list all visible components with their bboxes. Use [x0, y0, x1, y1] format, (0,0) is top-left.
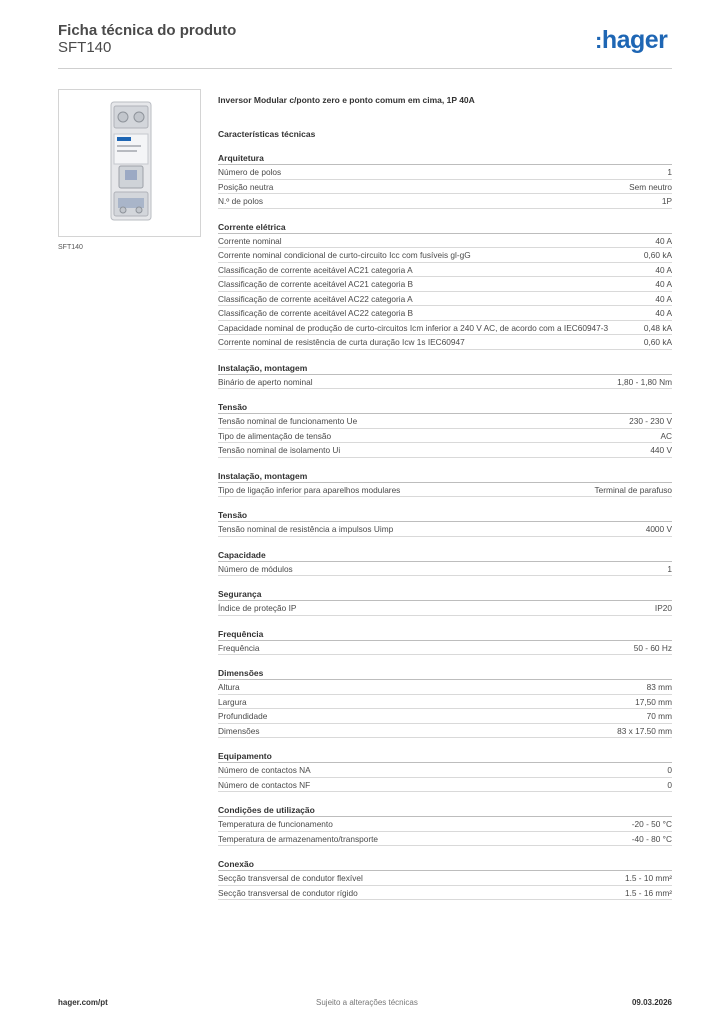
spec-value: 83 mm: [646, 682, 672, 692]
logo-text: hager: [601, 26, 668, 54]
spec-label: Classificação de corrente aceitável AC22 categoria B: [218, 308, 414, 318]
section-title: Instalação, montagem: [218, 469, 672, 483]
spec-value: 40 A: [655, 308, 672, 318]
spec-section: [218, 803, 672, 846]
section-title: Arquitetura: [218, 151, 672, 165]
product-image: [58, 89, 201, 237]
spec-label: Altura: [218, 682, 240, 692]
spec-label: Classificação de corrente aceitável AC21 categoria A: [218, 264, 413, 275]
spec-value: 40 A: [655, 293, 672, 304]
section-title: Conexão: [218, 857, 672, 871]
spec-row: [218, 292, 672, 307]
spec-label: Número de contactos NF: [218, 779, 311, 790]
spec-value: 40 A: [655, 235, 672, 246]
spec-section: [218, 151, 672, 209]
section-title: Instalação, montagem: [218, 361, 672, 375]
section-title: Tensão: [218, 508, 672, 522]
spec-row: [218, 832, 672, 847]
spec-label: N.º de polos: [218, 196, 264, 206]
spec-value: 0: [667, 779, 672, 790]
spec-label: Largura: [218, 696, 247, 707]
spec-row: [218, 277, 672, 292]
spec-value: 0,60 kA: [643, 250, 672, 260]
section-title: Corrente elétrica: [218, 220, 672, 234]
spec-value: 83 x 17.50 mm: [617, 725, 672, 736]
spec-row: [218, 562, 672, 577]
spec-section: [218, 361, 672, 390]
switch-device-icon: [59, 90, 200, 236]
spec-row: [218, 306, 672, 321]
section-title: Frequência: [218, 627, 672, 641]
section-title: Tensão: [218, 400, 672, 414]
spec-label: Temperatura de funcionamento: [218, 819, 333, 829]
spec-row: [218, 601, 672, 616]
spec-section: [218, 220, 672, 350]
spec-section: [218, 548, 672, 577]
spec-section: [218, 587, 672, 616]
page-title: Ficha técnica do produto: [58, 22, 237, 39]
spec-label: Tensão nominal de isolamento Ui: [218, 445, 341, 455]
spec-label: Dimensões: [218, 725, 260, 736]
spec-value: AC: [660, 430, 672, 441]
spec-label: Tipo de ligação inferior para aparelhos modulares: [218, 484, 401, 495]
spec-value: Sem neutro: [629, 181, 672, 192]
section-title: Equipamento: [218, 749, 672, 763]
spec-value: 1P: [661, 196, 672, 206]
spec-row: [218, 680, 672, 695]
spec-sections: [218, 151, 672, 900]
spec-label: Tensão nominal de resistência a impulsos Uimp: [218, 524, 394, 534]
spec-row: [218, 263, 672, 278]
spec-row: [218, 443, 672, 458]
section-title: Dimensões: [218, 666, 672, 680]
spec-value: -40 - 80 °C: [631, 833, 672, 844]
spec-value: 1: [667, 563, 672, 574]
product-description: Inversor Modular c/ponto zero e ponto comum em cima, 1P 40A: [218, 95, 475, 105]
spec-value: -20 - 50 °C: [631, 819, 672, 829]
spec-section: [218, 666, 672, 738]
spec-label: Número de polos: [218, 167, 282, 177]
spec-label: Capacidade nominal de produção de curto-circuitos Icm inferior a 240 V AC, de acordo com a IEC60947-3: [218, 322, 609, 333]
spec-value: 230 - 230 V: [629, 416, 672, 426]
spec-section: [218, 508, 672, 537]
section-title: Capacidade: [218, 548, 672, 562]
spec-section: [218, 857, 672, 900]
spec-row: [218, 522, 672, 537]
spec-row: [218, 165, 672, 180]
spec-label: Classificação de corrente aceitável AC21 categoria B: [218, 279, 414, 289]
spec-section: [218, 400, 672, 458]
footer-date: 09.03.2026: [631, 998, 672, 1007]
spec-row: [218, 194, 672, 209]
characteristics-heading: Características técnicas: [218, 129, 316, 139]
spec-label: Corrente nominal: [218, 235, 282, 246]
spec-row: [218, 724, 672, 739]
spec-label: Secção transversal de condutor flexível: [218, 873, 363, 883]
spec-label: Secção transversal de condutor rígido: [218, 887, 358, 898]
spec-section: [218, 627, 672, 656]
spec-row: [218, 234, 672, 249]
footer-note: Sujeito a alterações técnicas: [316, 998, 418, 1007]
spec-label: Profundidade: [218, 711, 268, 721]
spec-value: 40 A: [655, 264, 672, 275]
spec-value: 17,50 mm: [635, 696, 672, 707]
spec-content: [218, 95, 672, 911]
spec-value: IP20: [654, 603, 672, 613]
spec-row: [218, 817, 672, 832]
spec-value: 1.5 - 10 mm²: [624, 873, 672, 883]
spec-label: Temperatura de armazenamento/transporte: [218, 833, 379, 844]
header-divider: [58, 68, 672, 69]
spec-value: 1,80 - 1,80 Nm: [617, 376, 672, 387]
spec-label: Número de módulos: [218, 563, 293, 574]
spec-row: [218, 483, 672, 498]
spec-value: 0,48 kA: [643, 322, 672, 333]
spec-row: [218, 248, 672, 263]
footer-website: hager.com/pt: [58, 998, 108, 1007]
spec-value: 1.5 - 16 mm²: [624, 887, 672, 898]
section-title: Condições de utilização: [218, 803, 672, 817]
product-image-caption: SFT140: [58, 244, 83, 251]
spec-row: [218, 429, 672, 444]
spec-row: [218, 375, 672, 390]
spec-label: Corrente nominal condicional de curto-circuito Icc com fusíveis gl-gG: [218, 250, 471, 260]
spec-row: [218, 321, 672, 336]
spec-value: 0,60 kA: [643, 337, 672, 347]
spec-row: [218, 335, 672, 350]
section-title: Segurança: [218, 587, 672, 601]
hager-logo: :hager: [595, 26, 668, 54]
spec-label: Frequência: [218, 642, 260, 653]
spec-value: 440 V: [650, 445, 672, 455]
spec-row: [218, 778, 672, 793]
spec-row: [218, 709, 672, 724]
product-code: SFT140: [58, 39, 112, 56]
spec-row: [218, 871, 672, 886]
spec-label: Tipo de alimentação de tensão: [218, 430, 332, 441]
spec-label: Número de contactos NA: [218, 765, 311, 775]
spec-label: Tensão nominal de funcionamento Ue: [218, 416, 358, 426]
spec-value: 40 A: [655, 279, 672, 289]
spec-row: [218, 414, 672, 429]
spec-value: 50 - 60 Hz: [633, 642, 672, 653]
spec-label: Índice de proteção IP: [218, 603, 297, 613]
spec-label: Binário de aperto nominal: [218, 376, 313, 387]
spec-section: [218, 749, 672, 792]
spec-section: [218, 469, 672, 498]
spec-value: 1: [667, 167, 672, 177]
spec-value: 4000 V: [645, 524, 672, 534]
spec-row: [218, 763, 672, 778]
spec-value: 70 mm: [646, 711, 672, 721]
spec-row: [218, 695, 672, 710]
spec-row: [218, 641, 672, 656]
spec-label: Classificação de corrente aceitável AC22 categoria A: [218, 293, 413, 304]
spec-row: [218, 180, 672, 195]
spec-label: Corrente nominal de resistência de curta duração Icw 1s IEC60947: [218, 337, 465, 347]
spec-value: 0: [667, 765, 672, 775]
spec-value: Terminal de parafuso: [594, 484, 672, 495]
spec-label: Posição neutra: [218, 181, 274, 192]
spec-row: [218, 886, 672, 901]
